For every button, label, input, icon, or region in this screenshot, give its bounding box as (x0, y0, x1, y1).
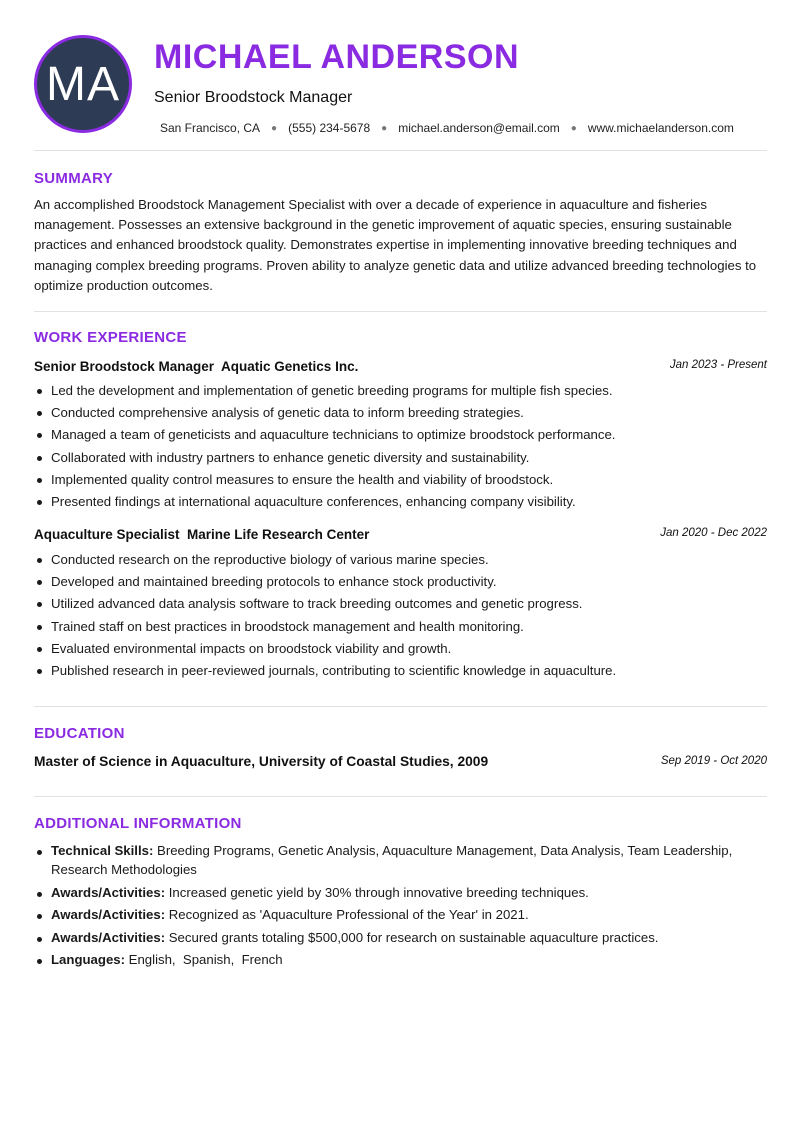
avatar (34, 35, 132, 133)
additional-info-list (34, 841, 767, 973)
list-item: Evaluated environmental impacts on broodstock viability and growth. (34, 638, 767, 660)
bullet-separator-icon: ● (570, 123, 577, 134)
contact-website[interactable]: www.michaelanderson.com (587, 121, 734, 135)
job-role-company: Aquaculture Specialist Marine Life Research Center (34, 527, 370, 542)
item-label: Languages: (51, 952, 126, 967)
item-label: Awards/Activities: (51, 884, 166, 900)
job-bullet-list (34, 549, 767, 682)
list-item (34, 950, 767, 969)
divider (34, 796, 767, 797)
bullet-separator-icon: ● (271, 123, 278, 134)
list-item: Implemented quality control measures to ensure the health and viability of broodstock. (34, 469, 767, 491)
job-header (34, 526, 767, 544)
list-item (34, 905, 767, 924)
list-item: Developed and maintained breeding protocols to enhance stock productivity. (34, 571, 767, 593)
list-item (34, 883, 767, 902)
list-item: Conducted comprehensive analysis of genetic data to inform breeding strategies. (34, 402, 767, 424)
list-item: Conducted research on the reproductive biology of various marine species. (34, 549, 767, 571)
item-text: Breeding Programs, Genetic Analysis, Aquaculture Management, Data Analysis, Team Leadership, Research Methodologies (51, 843, 733, 877)
section-heading-additional: ADDITIONAL INFORMATION (34, 815, 242, 832)
summary-text: An accomplished Broodstock Management Specialist with over a decade of experience in aquaculture and fisheries management. Possesses an extensive background in the genetic improvement of aquatic species, ensuring sustainable practices and enhanced broodstock quality. Demonstrates expertise in implementing innovative breeding techniques and managing complex breeding programs. Proven ability to analyze genetic data and utilize advanced breeding technologies to optimize production outcomes. (34, 197, 757, 293)
section-heading-education: EDUCATION (34, 725, 125, 742)
contact-line (160, 121, 734, 135)
education-dates: Sep 2019 - Oct 2020 (660, 755, 767, 767)
divider (34, 311, 767, 312)
item-text: Secured grants totaling $500,000 for research on sustainable aquaculture practices. (165, 929, 659, 945)
contact-location: San Francisco, CA (160, 121, 261, 135)
item-label: Technical Skills: (51, 843, 154, 858)
job-dates: Jan 2023 - Present (669, 359, 767, 371)
bullet-separator-icon: ● (381, 123, 388, 134)
list-item: Collaborated with industry partners to enhance genetic diversity and sustainability. (34, 447, 767, 469)
candidate-name: MICHAEL ANDERSON (154, 38, 520, 76)
job-dates: Jan 2020 - Dec 2022 (660, 527, 767, 539)
divider (34, 150, 767, 151)
list-item (34, 841, 767, 879)
item-label: Awards/Activities: (51, 907, 166, 922)
list-item: Published research in peer-reviewed journals, contributing to scientific knowledge in aquaculture. (34, 660, 767, 682)
list-item: Led the development and implementation of genetic breeding programs for multiple fish species. (34, 380, 767, 402)
list-item: Trained staff on best practices in broodstock management and health monitoring. (34, 616, 767, 638)
item-text: Increased genetic yield by 30% through innovative breeding techniques. (165, 884, 589, 900)
contact-email[interactable]: michael.anderson@email.com (398, 121, 560, 135)
candidate-title: Senior Broodstock Manager (154, 89, 353, 106)
job-header (34, 358, 767, 376)
item-text: Recognized as 'Aquaculture Professional of the Year' in 2021. (165, 907, 529, 922)
education-entry (34, 753, 767, 771)
section-heading-experience: WORK EXPERIENCE (34, 329, 187, 346)
list-item (34, 928, 767, 947)
education-degree: Master of Science in Aquaculture, University of Coastal Studies, 2009 (34, 754, 489, 769)
list-item: Managed a team of geneticists and aquaculture technicians to optimize broodstock performance. (34, 424, 767, 446)
item-text: English, Spanish, French (125, 952, 283, 967)
avatar-initials: MA (46, 57, 120, 111)
item-label: Awards/Activities: (51, 929, 166, 945)
job-bullet-list (34, 380, 767, 513)
divider (34, 706, 767, 707)
contact-phone: (555) 234-5678 (288, 121, 371, 135)
section-heading-summary: SUMMARY (34, 170, 114, 187)
list-item: Utilized advanced data analysis software to track breeding outcomes and genetic progress. (34, 593, 767, 615)
list-item: Presented findings at international aquaculture conferences, enhancing company visibility. (34, 491, 767, 513)
job-role-company: Senior Broodstock Manager Aquatic Genetics Inc. (34, 359, 359, 374)
